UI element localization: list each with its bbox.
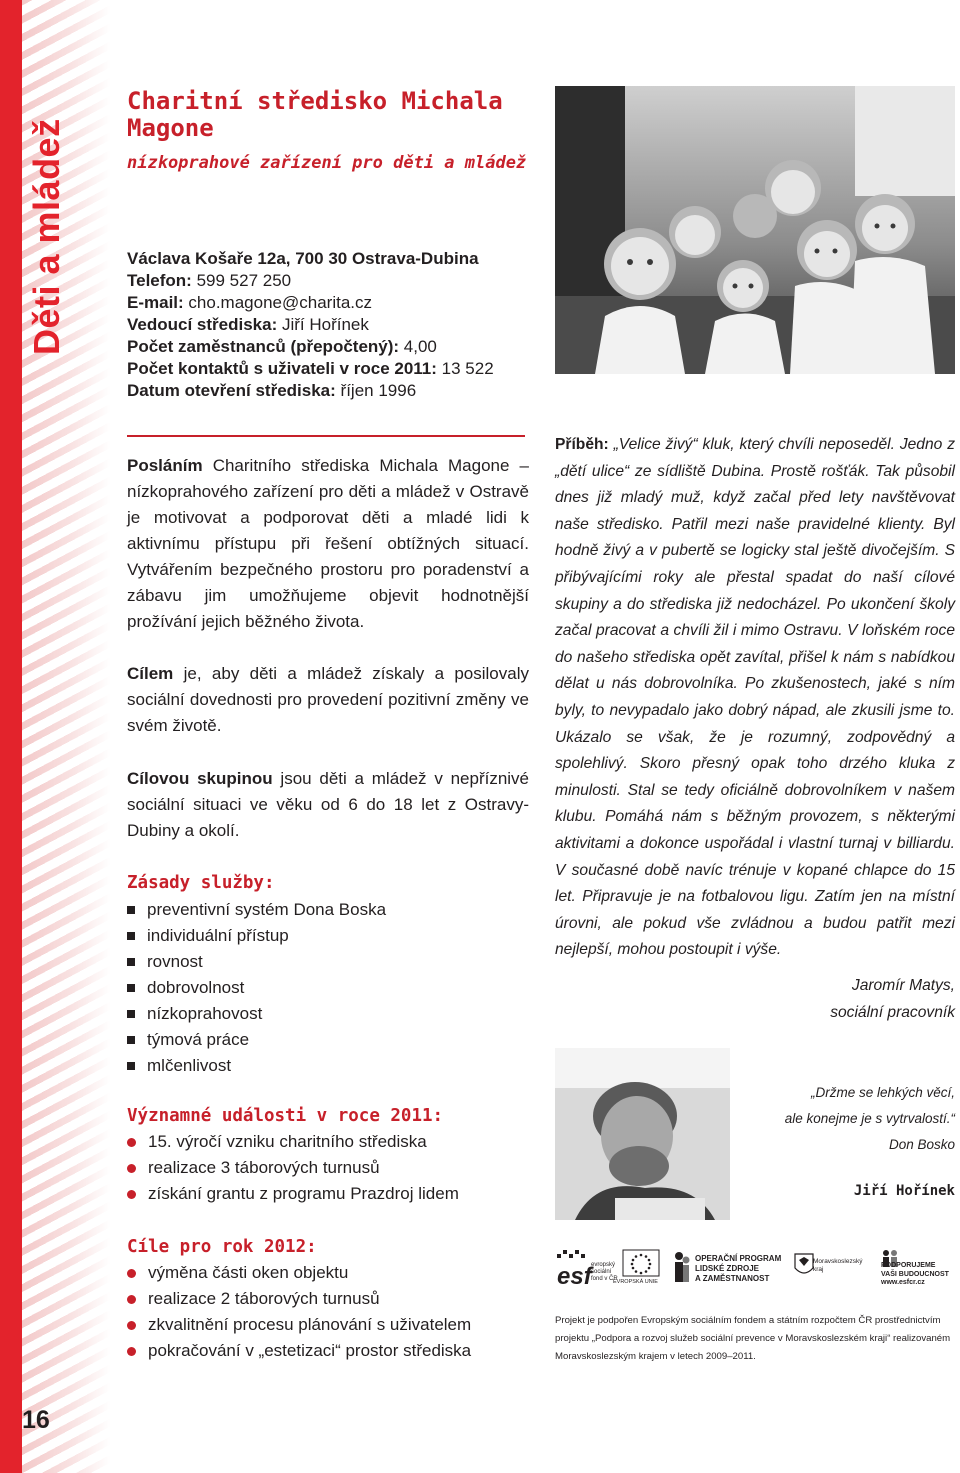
- head-value: Jiří Hořínek: [281, 315, 369, 334]
- op-line-2: LIDSKÉ ZDROJE: [695, 1264, 760, 1273]
- goal-item-label: výměna části oken objektu: [148, 1263, 349, 1282]
- story-paragraph: [555, 432, 955, 964]
- principle-item: [127, 923, 547, 949]
- events-list: [127, 1129, 547, 1207]
- phone-row: [127, 270, 547, 292]
- principle-item: [127, 1053, 547, 1079]
- principle-item-label: rovnost: [147, 952, 203, 971]
- event-item-label: 15. výročí vzniku charitního střediska: [148, 1132, 427, 1151]
- principle-item-label: týmová práce: [147, 1030, 250, 1049]
- story-text: „Velice živý“ kluk, který chvíli neposeděl. Jedno z „dětí ulice“ ze sídliště Dubina. Prostě rošťák. Tak působil dnes již mladý muž, když začal před lety navštěvovat naše středisko. Patřil mezi naše pravidelné klienty. Byl hodně živý a v pubertě se logicky stal ještě divočejším. S přibývajícími roky ale přestal spadat do naší cílové skupiny a do střediska již nedocházel. Po ukončení školy začal pracovat a chvíli žil i mimo Ostravu. V loňském roce do našeho střediska opět zavítal, přišel k nám s nabídkou dělat u nás dobrovolníka. Po zkušenostech, jaké s ním byly, to nevypadalo jako dobrý nápad, ale zkusili jsme to. Ukázalo se však, že je rozumný, zodpovědný a spolehlivý. Skoro přesný opak toho drzého kluka z minulosti. Stal se tedy oficiálně dobrovolníkem v našem klubu. Pomáhá nám s běžným provozem, s některými aktivitami a dokonce uspořádal i vlastní turnaj v billiardu. V současné době navíc trénuje v kopané chlapce do 15 let. Připravuje je na fotbalovou ligu. Zatím jen na místní úrovni, ale pokud vše zvládnou a budou patřit mezi nejlepší, mohou postoupit i výše.: [555, 436, 955, 959]
- target-group-text: jsou děti a mládež v nepříznivé sociální situaci ve věku od 6 do 18 let z Ostravy-Dubiny a okolí.: [127, 769, 530, 840]
- region-emblem-icon: [793, 1252, 815, 1278]
- phone-value: 599 527 250: [196, 271, 292, 290]
- eu-caption: EVROPSKÁ UNIE: [613, 1279, 658, 1285]
- region-caption: Moravskoslezský kraj: [813, 1258, 863, 1273]
- section-title-vertical: Děti a mládež: [26, 118, 67, 355]
- staff-row: [127, 336, 547, 358]
- goals-2012-title: Cíle pro rok 2012:: [127, 1237, 317, 1257]
- quote-line-1: „Držme se lehkých věcí,: [810, 1085, 955, 1100]
- phone-label: Telefon:: [127, 271, 192, 290]
- email-row: [127, 292, 547, 314]
- principle-item: [127, 1027, 547, 1053]
- esf-caption-1: evropský: [591, 1262, 616, 1268]
- opened-label: Datum otevření střediska:: [127, 381, 336, 400]
- principle-item: [127, 975, 547, 1001]
- goal-item: [127, 1260, 547, 1286]
- opened-row: [127, 380, 547, 402]
- principle-item-label: preventivní systém Dona Boska: [147, 900, 387, 919]
- children-photo: [555, 86, 955, 374]
- event-item-label: získání grantu z programu Prazdroj lidem: [148, 1184, 459, 1203]
- square-bullet-icon: [127, 932, 135, 940]
- story-author: Jaromír Matys,: [851, 977, 955, 994]
- goal-item-label: zkvalitnění procesu plánování s uživatelem: [148, 1315, 472, 1334]
- red-dot-bullet-icon: [127, 1138, 136, 1147]
- square-bullet-icon: [127, 906, 135, 914]
- side-red-strip: [0, 0, 22, 1473]
- goal-text: je, aby děti a mládež získaly a posilovaly sociální dovednosti pro provedení pozitivní změny ve svém životě.: [127, 664, 529, 735]
- page-subtitle: nízkoprahové zařízení pro děti a mládež: [127, 153, 527, 173]
- square-bullet-icon: [127, 1010, 135, 1018]
- funding-note: Projekt je podpořen Evropským sociálním fondem a státním rozpočtem ČR prostřednictvím projektu „Podpora a rozvoj služeb sociální prevence v Moravskoslezském kraji“ realizovaném Moravskoslezským krajem v letech 2009–2011.: [555, 1315, 951, 1362]
- square-bullet-icon: [127, 984, 135, 992]
- head-label: Vedoucí střediska:: [127, 315, 278, 334]
- op-line-1: OPERAČNÍ PROGRAM: [695, 1254, 782, 1263]
- goal-paragraph: [127, 661, 529, 739]
- event-item: [127, 1155, 547, 1181]
- mission-paragraph: [127, 453, 529, 635]
- support-line-1: PODPORUJEME: [881, 1262, 936, 1269]
- goal-item: [127, 1286, 547, 1312]
- principles-list: [127, 897, 547, 1079]
- red-dot-bullet-icon: [127, 1295, 136, 1304]
- mission-lead: Posláním: [127, 456, 203, 475]
- page-number: 16: [22, 1406, 50, 1434]
- story-lead: Příběh:: [555, 436, 609, 453]
- goals-list: [127, 1260, 547, 1364]
- principle-item: [127, 897, 547, 923]
- goal-item-label: realizace 2 táborových turnusů: [148, 1289, 380, 1308]
- square-bullet-icon: [127, 1062, 135, 1070]
- page-title: Charitní středisko Michala Magone: [127, 87, 503, 142]
- region-logo: [793, 1248, 863, 1290]
- op-line-3: A ZAMĚSTNANOST: [695, 1274, 770, 1283]
- opened-value: říjen 1996: [340, 381, 417, 400]
- square-bullet-icon: [127, 1036, 135, 1044]
- principle-item-label: nízkoprahovost: [147, 1004, 263, 1023]
- goal-item-label: pokračování v „estetizaci“ prostor střediska: [148, 1341, 472, 1360]
- logo-strip: [555, 1248, 955, 1290]
- email-link[interactable]: cho.magone@charita.cz: [188, 293, 372, 312]
- goal-item: [127, 1338, 547, 1364]
- op-people-icon: [673, 1248, 691, 1290]
- support-text: [881, 1262, 960, 1288]
- contact-block: [127, 248, 547, 402]
- red-dot-bullet-icon: [127, 1347, 136, 1356]
- support-logo: [873, 1248, 955, 1290]
- quote-source: Don Bosko: [888, 1137, 955, 1152]
- esf-caption-3: fond v ČR: [591, 1276, 618, 1282]
- events-title: Významné události v roce 2011:: [127, 1106, 444, 1126]
- principle-item-label: individuální přístup: [147, 926, 289, 945]
- mission-text: Charitního střediska Michala Magone – nízkoprahového zařízení pro děti a mládež v Ostravě je motivovat a podporovat děti a mladé lidi k aktivnímu přístupu při řešení obtížných situací. Vytvářením bezpečného prostoru pro poradenství a zábavu jim umožňujeme objevit hodnotnější prožívání jejich běžného života.: [127, 456, 529, 631]
- quote-line-2: ale konejme je s vytrvalostí.“: [784, 1111, 955, 1126]
- red-dot-bullet-icon: [127, 1164, 136, 1173]
- support-line-3: www.esfcr.cz: [881, 1279, 925, 1286]
- target-group-lead: Cílovou skupinou: [127, 769, 273, 788]
- support-line-2: VAŠI BUDOUCNOST: [881, 1270, 949, 1278]
- goal-lead: Cílem: [127, 664, 174, 683]
- address: Václava Košaře 12a, 700 30 Ostrava-Dubina: [127, 249, 479, 268]
- staff-value: 4,00: [403, 337, 437, 356]
- contacts-label: Počet kontaktů s uživateli v roce 2011:: [127, 359, 437, 378]
- principle-item: [127, 1001, 547, 1027]
- contacts-row: [127, 358, 547, 380]
- principle-item: [127, 949, 547, 975]
- event-item: [127, 1129, 547, 1155]
- principles-title: Zásady služby:: [127, 873, 275, 893]
- principle-item-label: mlčenlivost: [147, 1056, 232, 1075]
- event-item: [127, 1181, 547, 1207]
- esf-wordmark: esf: [557, 1263, 592, 1290]
- staff-label: Počet zaměstnanců (přepočtený):: [127, 337, 400, 356]
- divider: [127, 435, 525, 437]
- address-row: [127, 248, 547, 270]
- children-photo-art: [555, 86, 955, 374]
- eu-flag-logo: [613, 1248, 661, 1290]
- head-signature: Jiří Hořínek: [853, 1183, 955, 1199]
- red-dot-bullet-icon: [127, 1269, 136, 1278]
- story-signature: [655, 973, 955, 1026]
- email-label: E-mail:: [127, 293, 184, 312]
- op-logo-mark: [673, 1248, 691, 1290]
- esf-caption-2: sociální: [591, 1269, 612, 1275]
- square-bullet-icon: [127, 958, 135, 966]
- red-dot-bullet-icon: [127, 1190, 136, 1199]
- quote-block: [655, 1080, 955, 1158]
- story-author-role: sociální pracovník: [830, 1003, 955, 1021]
- target-group-paragraph: [127, 766, 529, 844]
- principle-item-label: dobrovolnost: [147, 978, 245, 997]
- contacts-value: 13 522: [441, 359, 494, 378]
- head-row: [127, 314, 547, 336]
- goal-item: [127, 1312, 547, 1338]
- red-dot-bullet-icon: [127, 1321, 136, 1330]
- event-item-label: realizace 3 táborových turnusů: [148, 1158, 380, 1177]
